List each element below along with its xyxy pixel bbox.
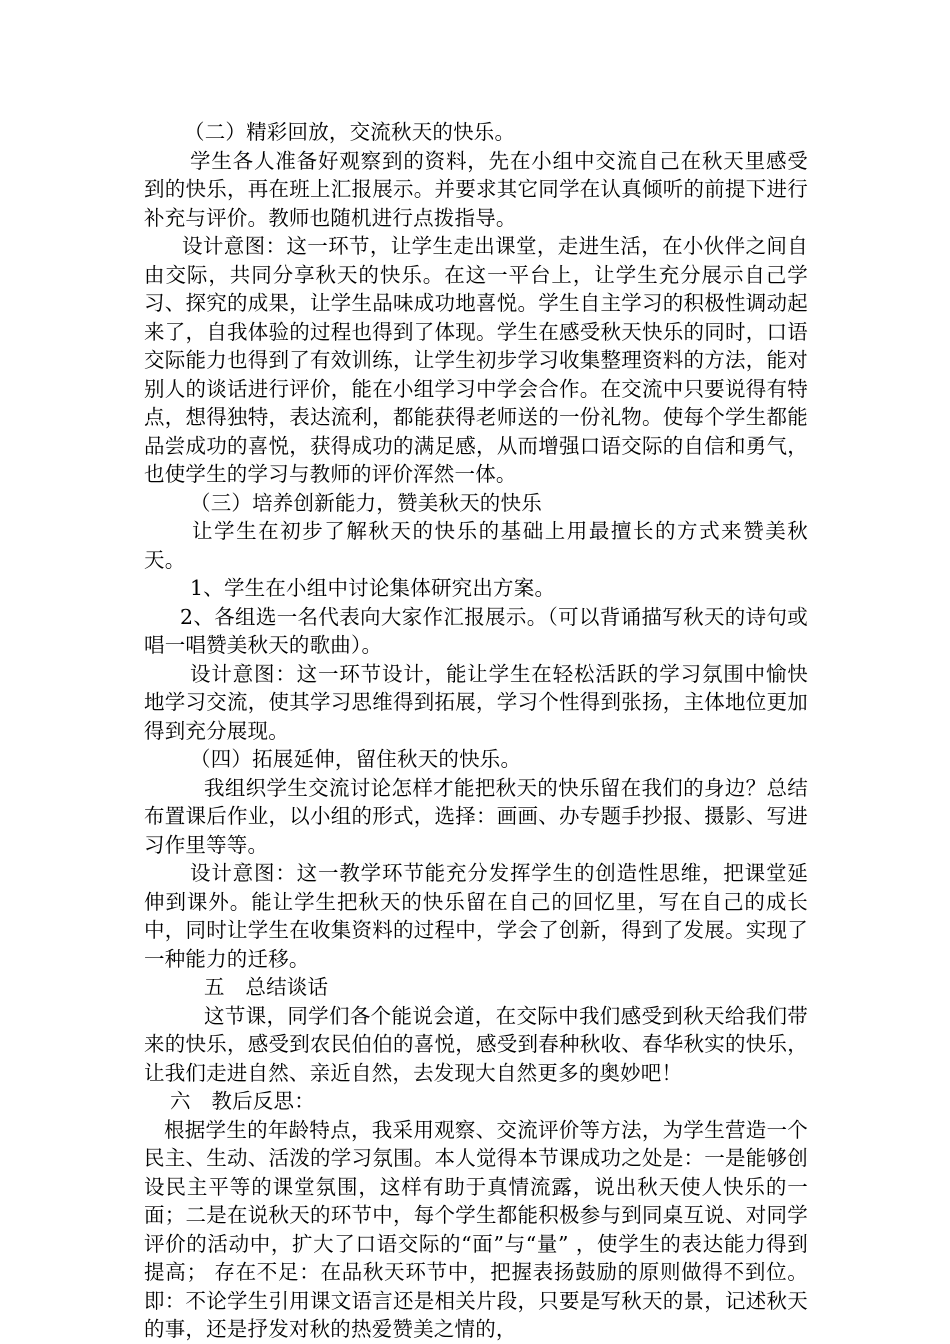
list-item-1: 1、学生在小组中讨论集体研究出方案。	[190, 576, 556, 600]
section-heading-3: （三）培养创新能力，赞美秋天的快乐	[190, 490, 542, 515]
paragraph-summary: 这节课，同学们各个能说会道，在交际中我们感受到秋天给我们带来的快乐，感受到农民伯伯的喜悦，感受到春种秋收、春华秋实的快乐，让我们走进自然、亲近自然，去发现大自然更多的奥妙吧！	[144, 1003, 808, 1085]
section-heading-5: 五 总结谈话	[204, 975, 329, 999]
section-heading-2: （二）精彩回放，交流秋天的快乐。	[184, 120, 516, 144]
section-heading-4: （四）拓展延伸，留住秋天的快乐。	[190, 747, 522, 771]
paragraph-sharing: 学生各人准备好观察到的资料，先在小组中交流自己在秋天里感受到的快乐，再在班上汇报展示。并要求其它同学在认真倾听的前提下进行补充与评价。教师也随机进行点拨指导。	[144, 148, 808, 230]
list-item-2: 2、各组选一名代表向大家作汇报展示。（可以背诵描写秋天的诗句或唱一唱赞美秋天的歌曲）。	[144, 604, 808, 657]
section-heading-6: 六 教后反思：	[170, 1089, 315, 1113]
document-body	[144, 118, 808, 1344]
paragraph-design-intent-1: 设计意图：这一环节，让学生走出课堂，走进生活，在小伙伴之间自由交际，共同分享秋天的快乐。在这一平台上，让学生充分展示自己学习、探究的成果，让学生品味成功地喜悦。学生自主学习的积极性调动起来了，自我体验的过程也得到了体现。学生在感受秋天快乐的同时，口语交际能力也得到了有效训练，让学生初步学习收集整理资料的方法，能对别人的谈话进行评价，能在小组学习中学会合作。在交流中只要说得有特点，想得独特，表达流利，都能获得老师送的一份礼物。使每个学生都能品尝成功的喜悦，获得成功的满足感，从而增强口语交际的自信和勇气，也使学生的学习与教师的评价浑然一体。	[144, 234, 808, 486]
paragraph-extension: 我组织学生交流讨论怎样才能把秋天的快乐留在我们的身边？总结布置课后作业，以小组的形式，选择：画画、办专题手抄报、摄影、写进习作里等等。	[144, 775, 808, 857]
paragraph-design-intent-2: 设计意图：这一环节设计，能让学生在轻松活跃的学习氛围中愉快地学习交流，使其学习思维得到拓展，学习个性得到张扬，主体地位更加得到充分展现。	[144, 661, 808, 743]
paragraph-reflection: 根据学生的年龄特点，我采用观察、交流评价等方法，为学生营造一个民主、生动、活泼的学习氛围。本人觉得本节课成功之处是：一是能够创设民主平等的课堂氛围，这样有助于真情流露，说出秋天使人快乐的一面；二是在说秋天的环节中，每个学生都能积极参与到同桌互说、对同学评价的活动中，扩大了口语交际的“面”与“量” ，使学生的表达能力得到提高； 存在不足：在品秋天环节中，把握表扬鼓励的原则做得不到位。即：不论学生引用课文语言还是相关片段，只要是写秋天的景，记述秋天的事，还是抒发对秋的热爱赞美之情的，	[144, 1117, 808, 1341]
paragraph-design-intent-3: 设计意图：这一教学环节能充分发挥学生的创造性思维，把课堂延伸到课外。能让学生把秋天的快乐留在自己的回忆里，写在自己的成长中，同时让学生在收集资料的过程中，学会了创新，得到了发展。实现了一种能力的迁移。	[144, 861, 808, 971]
paragraph-praise-autumn: 让学生在初步了解秋天的快乐的基础上用最擅长的方式来赞美秋天。	[144, 519, 808, 572]
